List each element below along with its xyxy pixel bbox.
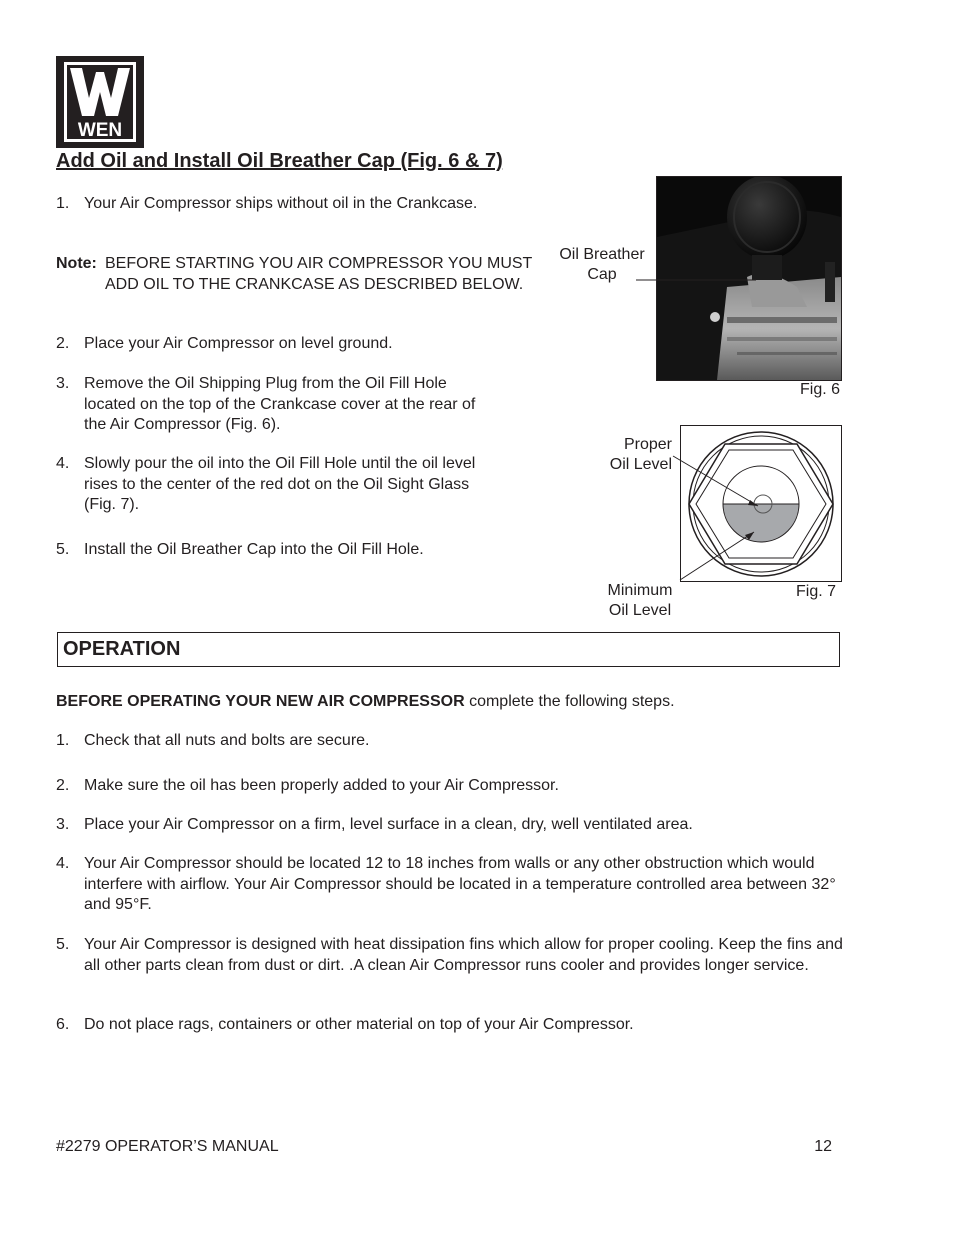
list-item (56, 935, 846, 976)
note-text: BEFORE STARTING YOU AIR COMPRESSOR YOU MUST ADD OIL TO THE CRANKCASE AS DESCRIBED BELOW. (105, 255, 533, 293)
list-item (56, 334, 546, 355)
item-text: Make sure the oil has been properly added to your Air Compressor. (84, 777, 559, 794)
item-text: Place your Air Compressor on a firm, level surface in a clean, dry, well ventilated area. (84, 816, 693, 833)
list-item (56, 815, 846, 836)
list-item (56, 374, 496, 436)
item-text: Do not place rags, containers or other material on top of your Air Compressor. (84, 1016, 634, 1033)
list-item (56, 1015, 846, 1036)
item-text: Your Air Compressor should be located 12 to 18 inches from walls or any other obstruction which would interfere with airflow. Your Air Compressor should be located in a temperature controlled area between 32° and 95°F. (84, 855, 836, 913)
item-text: Check that all nuts and bolts are secure. (84, 732, 370, 749)
list-item (56, 731, 846, 752)
figure-6-label: Fig. 6 (799, 381, 840, 398)
item-text: Slowly pour the oil into the Oil Fill Hole until the oil level rises to the center of the red dot on the Oil Sight Glass (Fig. 7). (84, 455, 476, 513)
callout-minimum-oil-level: Minimum Oil Level (607, 582, 673, 619)
item-text: Your Air Compressor is designed with heat dissipation fins which allow for proper cooling. Keep the fins and all other parts clean from dust or dirt. .A clean Air Compressor runs cooler and provides longer service. (84, 936, 843, 974)
note-block (56, 254, 546, 295)
item-number: 4. (56, 855, 70, 872)
list-item (56, 776, 846, 797)
item-number: 1. (56, 732, 70, 749)
item-text: Place your Air Compressor on level ground. (84, 335, 393, 352)
callout-line-fig6 (630, 270, 760, 290)
figure-7-label: Fig. 7 (795, 583, 836, 600)
wen-logo (56, 56, 144, 148)
list-item (56, 194, 546, 215)
item-number: 6. (56, 1016, 70, 1033)
list-item (56, 854, 846, 916)
item-number: 3. (56, 375, 70, 392)
item-number: 5. (56, 541, 70, 558)
item-number: 2. (56, 335, 70, 352)
operation-section-header (57, 632, 840, 667)
item-text: Your Air Compressor ships without oil in the Crankcase. (84, 195, 478, 212)
callout-proper-oil-level: Proper Oil Level (609, 436, 672, 473)
section-heading-add-oil: Add Oil and Install Oil Breather Cap (Fig. 6 & 7) (56, 150, 503, 172)
logo-registered: ® (138, 62, 143, 68)
operation-intro (56, 692, 856, 713)
callout-lines-fig7 (670, 440, 770, 585)
item-number: 2. (56, 777, 70, 794)
item-number: 4. (56, 455, 70, 472)
footer-page-number: 12 (814, 1138, 832, 1155)
item-number: 1. (56, 195, 70, 212)
note-label: Note: (56, 255, 97, 272)
item-text: Remove the Oil Shipping Plug from the Oil Fill Hole located on the top of the Crankcase cover at the rear of the Air Compressor (Fig. 6). (84, 375, 476, 433)
list-item (56, 540, 546, 561)
footer-manual-title: #2279 OPERATOR’S MANUAL (56, 1138, 279, 1155)
intro-rest: complete the following steps. (464, 693, 675, 710)
item-number: 3. (56, 816, 70, 833)
item-number: 5. (56, 936, 70, 953)
logo-text: WEN (77, 120, 123, 141)
list-item (56, 454, 476, 516)
callout-oil-breather-cap: Oil Breather Cap (559, 246, 645, 283)
operation-title: OPERATION (63, 638, 181, 660)
item-text: Install the Oil Breather Cap into the Oil Fill Hole. (84, 541, 424, 558)
intro-bold: BEFORE OPERATING YOUR NEW AIR COMPRESSOR (56, 693, 465, 710)
